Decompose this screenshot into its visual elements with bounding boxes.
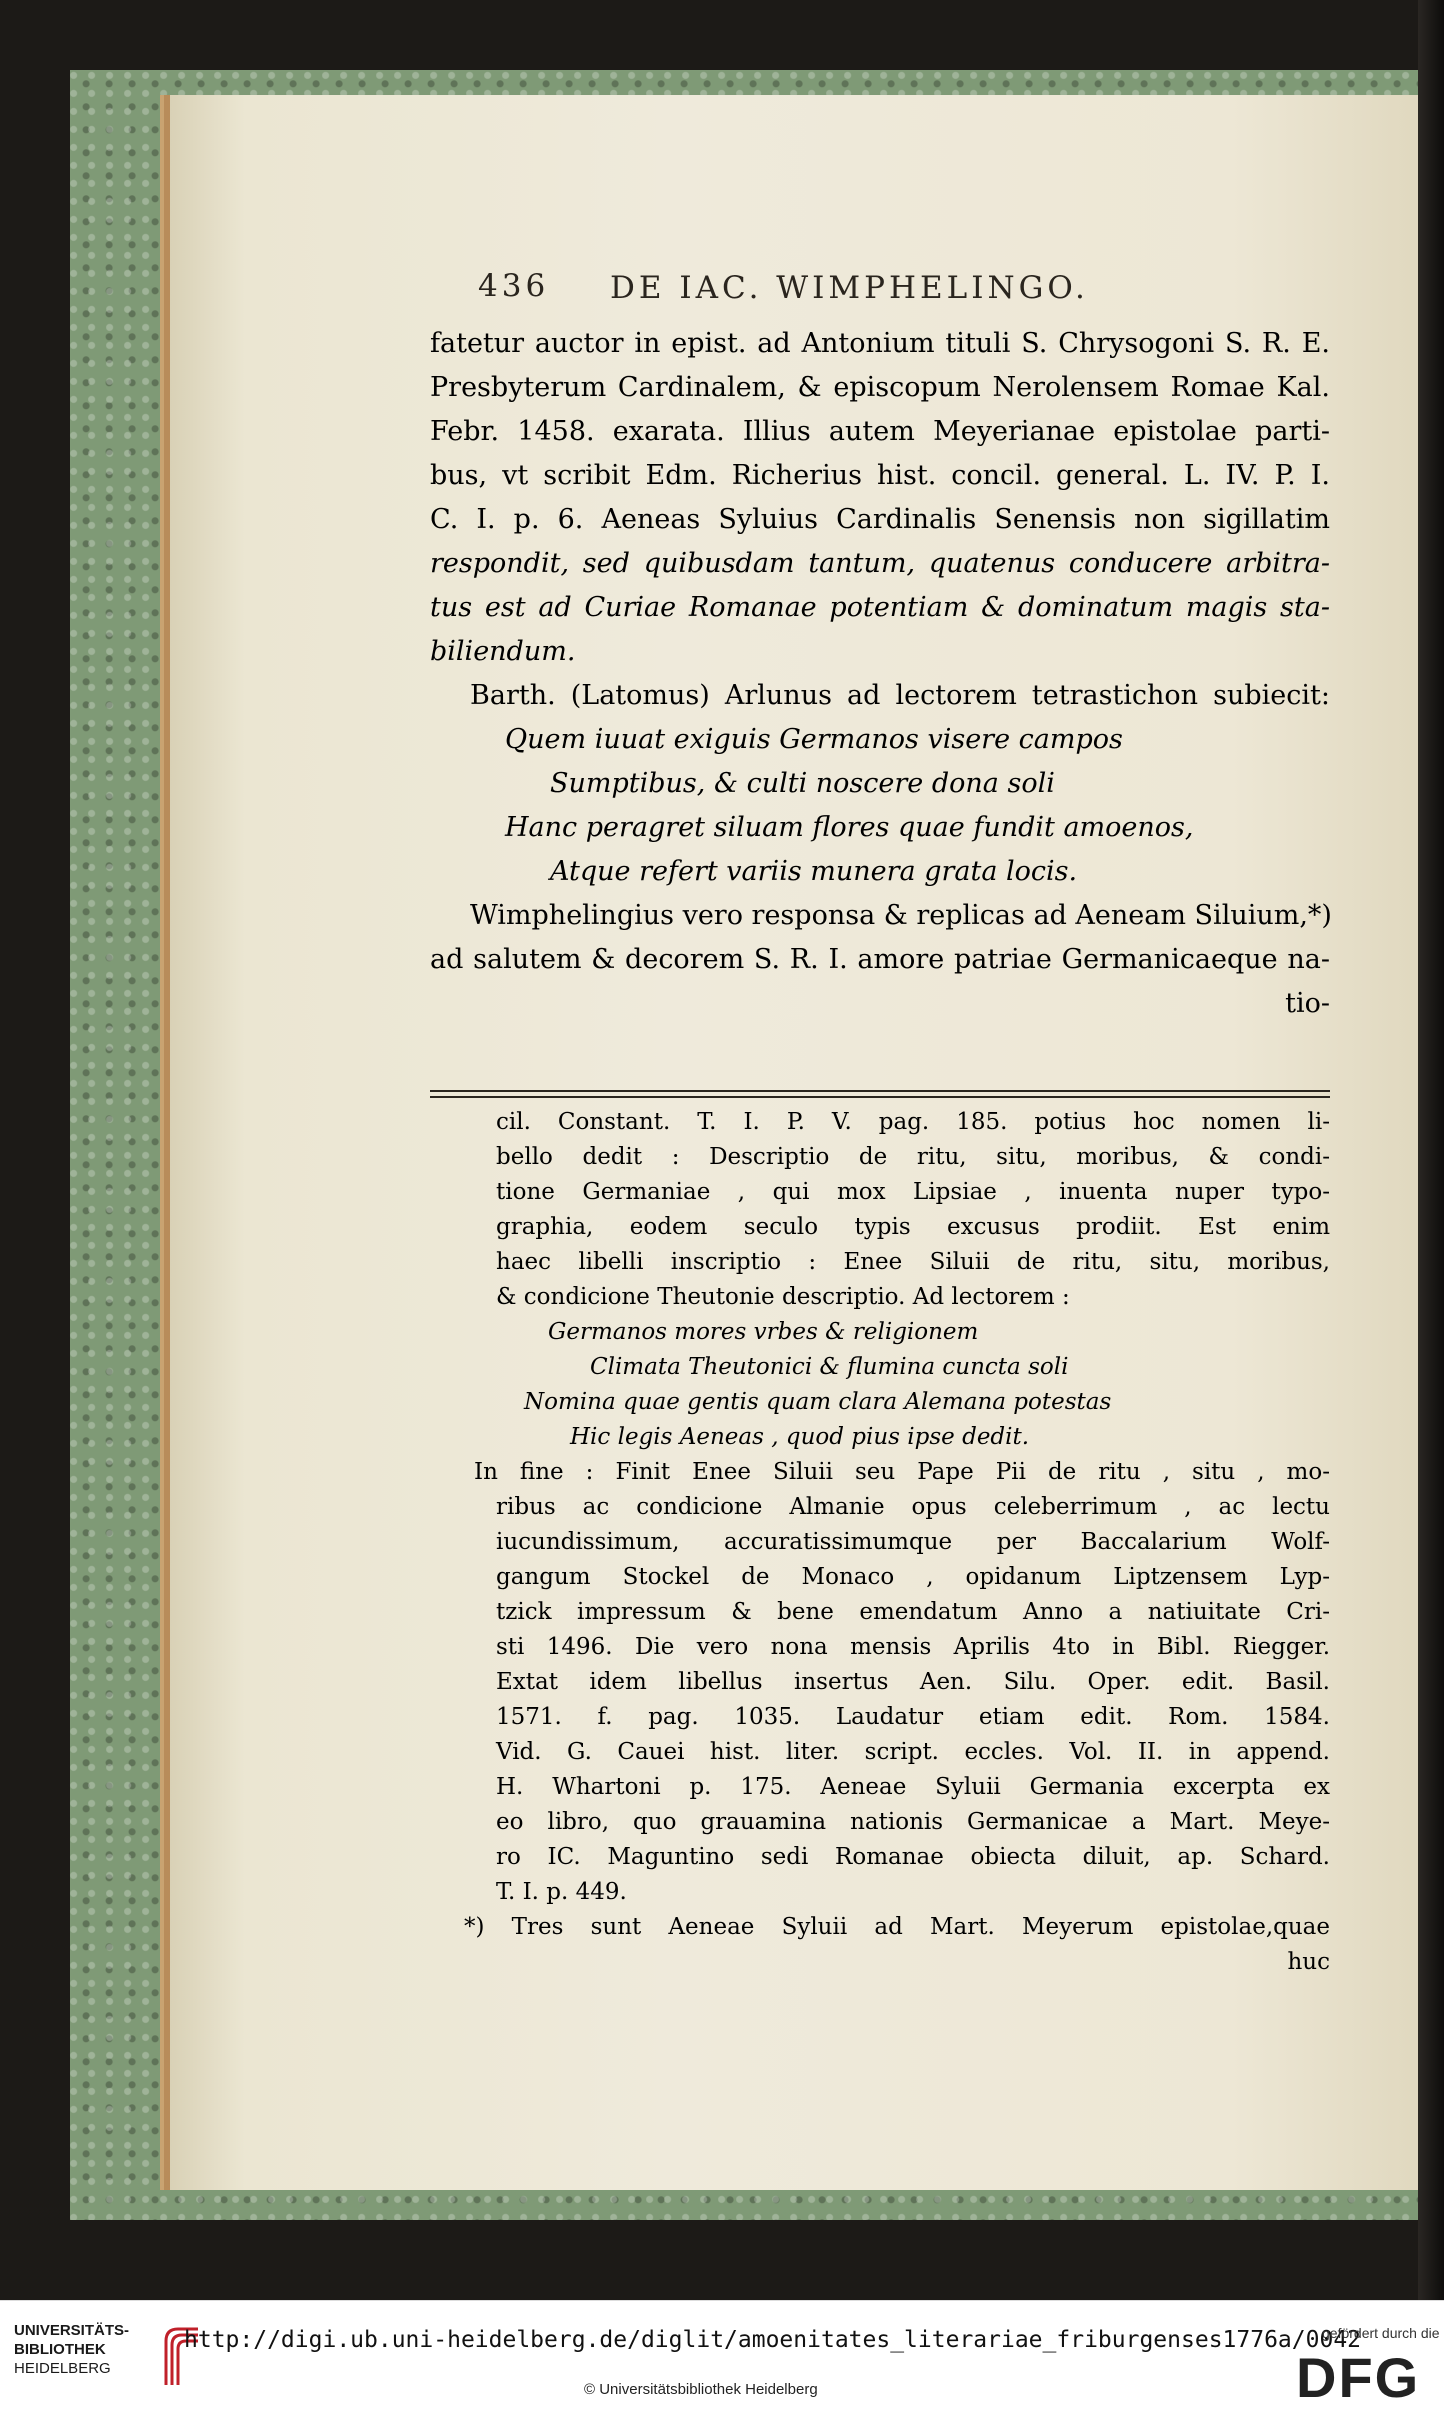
running-head (478, 268, 1338, 312)
footnote-catchword: huc (1287, 1949, 1330, 1975)
text-line: Wimphelingius vero responsa & replicas ad Aeneam Siluium,*) (470, 900, 1332, 931)
funding-label: gefördert durch die (1322, 2325, 1440, 2341)
text-line: bus, vt scribit Edm. Richerius hist. concil. general. L. IV. P. I. (430, 460, 1330, 491)
verse-line: Quem iuuat exiguis Germanos visere campos (505, 724, 1123, 755)
copyright-notice: © Universitätsbibliothek Heidelberg (584, 2381, 818, 2398)
main-text (430, 322, 1330, 1026)
footnote-line: Extat idem libellus insertus Aen. Silu. Oper. edit. Basil. (496, 1669, 1330, 1695)
library-name: UNIVERSITÄTS- BIBLIOTHEK HEIDELBERG (14, 2322, 130, 2377)
running-title: DE IAC. WIMPHELINGO. (610, 270, 1089, 306)
footnote-line: eo libro, quo grauamina nationis Germanicae a Mart. Meye- (496, 1809, 1330, 1835)
footnote-line: gangum Stockel de Monaco , opidanum Liptzensem Lyp- (496, 1564, 1330, 1590)
text-line: respondit, sed quibusdam tantum, quatenus conducere arbitra- (430, 548, 1330, 579)
footnote-line: T. I. p. 449. (496, 1879, 627, 1905)
barth-line: Barth. (Latomus) Arlunus ad lectorem tetrastichon subiecit: (470, 680, 1330, 711)
footnote-rule (430, 1090, 1330, 1098)
page-number: 436 (478, 268, 550, 304)
verse-line: Sumptibus, & culti noscere dona soli (550, 768, 1055, 799)
viewer-footer (0, 2300, 1444, 2417)
footnote-verse: Nomina quae gentis quam clara Alemana potestas (524, 1389, 1112, 1415)
catchword: tio- (1285, 988, 1330, 1019)
text-line: biliendum. (430, 636, 576, 667)
footnote-line: & condicione Theutonie descriptio. Ad lectorem : (496, 1284, 1070, 1310)
footnote-line: iucundissimum, accuratissimumque per Baccalarium Wolf- (496, 1529, 1330, 1555)
footnote-line: 1571. f. pag. 1035. Laudatur etiam edit. Rom. 1584. (496, 1704, 1330, 1730)
footnote-verse: Climata Theutonici & flumina cuncta soli (590, 1354, 1069, 1380)
text-line: fatetur auctor in epist. ad Antonium tituli S. Chrysogoni S. R. E. (430, 328, 1330, 359)
footnote-line: ribus ac condicione Almanie opus celeberrimum , ac lectu (496, 1494, 1330, 1520)
footnote-line: Vid. G. Cauei hist. liter. script. eccles. Vol. II. in append. (496, 1739, 1330, 1765)
footnote-line: haec libelli inscriptio : Enee Siluii de ritu, situ, moribus, (496, 1249, 1330, 1275)
library-logo[interactable] (14, 2321, 184, 2401)
text-line: C. I. p. 6. Aeneas Syluius Cardinalis Senensis non sigillatim (430, 504, 1330, 535)
text-line: ad salutem & decorem S. R. I. amore patriae Germanicaeque na- (430, 944, 1330, 975)
footnote-line: H. Whartoni p. 175. Aeneae Syluii Germania excerpta ex (496, 1774, 1330, 1800)
verse-line: Hanc peragret siluam flores quae fundit amoenos, (505, 812, 1194, 843)
footnote-line: ro IC. Maguntino sedi Romanae obiecta diluit, ap. Schard. (496, 1844, 1330, 1870)
footnote-line: graphia, eodem seculo typis excusus prodiit. Est enim (496, 1214, 1330, 1240)
footnote-line: In fine : Finit Enee Siluii seu Pape Pii de ritu , situ , mo- (474, 1459, 1330, 1485)
footnote-line: tzick impressum & bene emendatum Anno a natiuitate Cri- (496, 1599, 1330, 1625)
footnote-line: sti 1496. Die vero nona mensis Aprilis 4to in Bibl. Riegger. (496, 1634, 1330, 1660)
scan-edge (1418, 0, 1444, 2300)
footnote-star-line: *) Tres sunt Aeneae Syluii ad Mart. Meyerum epistolae,quae (464, 1914, 1330, 1940)
footnote-line: bello dedit : Descriptio de ritu, situ, moribus, & condi- (496, 1144, 1330, 1170)
footnote-line: tione Germaniae , qui mox Lipsiae , inuenta nuper typo- (496, 1179, 1330, 1205)
verse-line: Atque refert variis munera grata locis. (550, 856, 1078, 887)
text-line: Febr. 1458. exarata. Illius autem Meyerianae epistolae parti- (430, 416, 1330, 447)
dfg-logo[interactable]: DFG (1296, 2346, 1421, 2409)
permalink-url[interactable]: http://digi.ub.uni-heidelberg.de/diglit/amoenitates_literariae_friburgenses1776a/0042 (184, 2327, 1362, 2353)
footnote-line: cil. Constant. T. I. P. V. pag. 185. potius hoc nomen li- (496, 1109, 1330, 1135)
text-line: tus est ad Curiae Romanae potentiam & dominatum magis sta- (430, 592, 1330, 623)
footnote-verse: Germanos mores vrbes & religionem (548, 1319, 979, 1345)
text-line: Presbyterum Cardinalem, & episcopum Nerolensem Romae Kal. (430, 372, 1330, 403)
footnote-verse: Hic legis Aeneas , quod pius ipse dedit. (570, 1424, 1030, 1450)
footnote (430, 1105, 1330, 1980)
